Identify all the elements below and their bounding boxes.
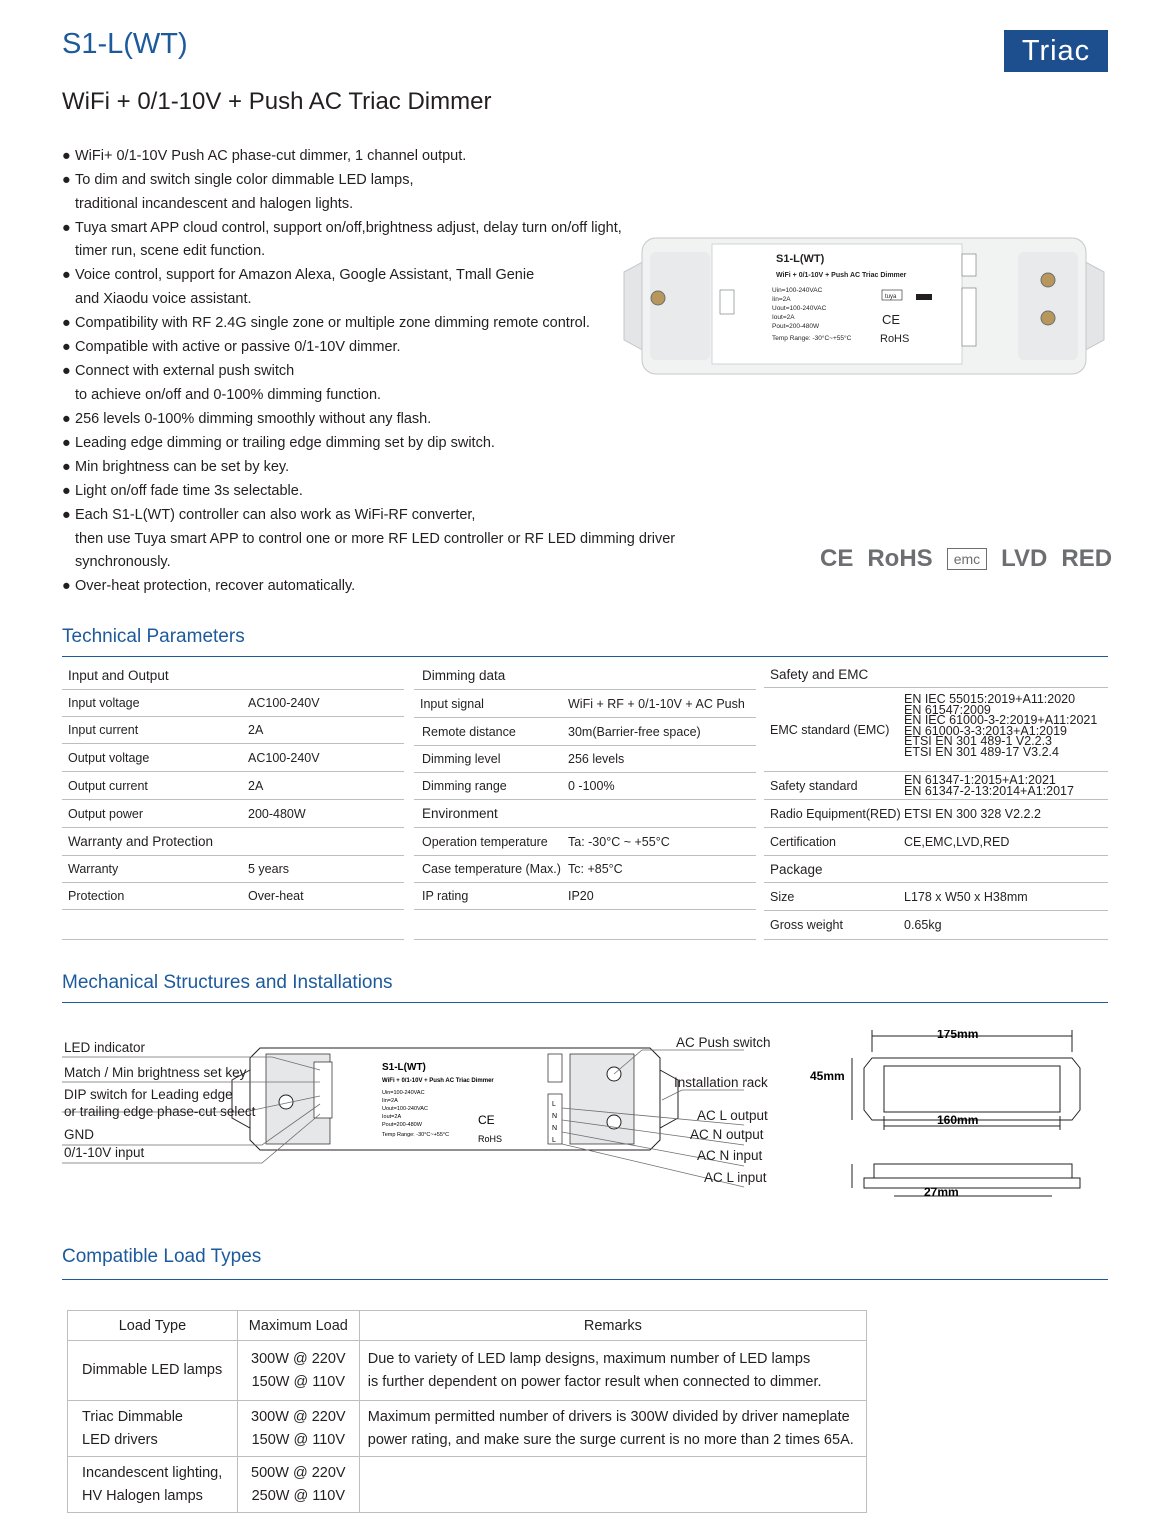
diagram-spec: Uin=100-240VAC [382,1090,425,1096]
callout-gnd: GND [64,1127,94,1142]
product-spec: Iin=2A [772,296,791,303]
param-table-input-output [62,662,404,940]
lvd-mark: LVD [1001,545,1048,572]
table-row: Dimming range 0 -100% [414,773,756,800]
table-row: Input current 2A [62,717,404,744]
table-row: Package [764,856,1108,883]
table-row: Output voltage AC100-240V [62,744,404,772]
feature-item: ● Min brightness can be set by key. [62,458,290,475]
feature-item: ● Voice control, support for Amazon Alexa, Google Assistant, Tmall Genie and Xiaodu voice assistant. [62,267,535,307]
callout-ac-l-output: AC L output [697,1108,768,1123]
table-row: Certification CE,EMC,LVD,RED [764,828,1108,856]
product-model: S1-L(WT) [62,28,188,60]
section-title-technical: Technical Parameters [62,626,245,647]
feature-item: ● Tuya smart APP cloud control, support on/off,brightness adjust, delay turn on/off light, timer run, scene edit function. [62,219,622,260]
section-title-mechanical: Mechanical Structures and Installations [62,972,393,993]
diagram-spec: Pout=200-480W [382,1122,422,1128]
dim-length: 175mm [937,1030,979,1041]
column-header: Maximum Load [237,1311,359,1341]
feature-item: ● 256 levels 0-100% dimming smoothly without any flash. [62,410,432,427]
feature-item: ● Each S1-L(WT) controller can also work as WiFi-RF converter, then use Tuya smart APP to control one or more RF LED controller or RF LED dimming driver synchronously. [62,507,676,571]
diagram-spec: Uout=100-240VAC [382,1106,428,1112]
table-row: Dimming level 256 levels [414,746,756,773]
rohs-mark: RoHS [867,545,933,572]
feature-item: ● Compatibility with RF 2.4G single zone or multiple zone dimming remote control. [62,314,590,331]
diagram-label-desc: WiFi + 0/1-10V + Push AC Triac Dimmer [382,1078,494,1084]
product-spec: Pout=200-480W [772,323,820,330]
callout-install-rack: Installation rack [674,1075,768,1090]
section-title-loads: Compatible Load Types [62,1246,262,1267]
mechanical-diagram [62,1030,1112,1210]
diagram-rohs-mark: RoHS [478,1134,503,1144]
table-row: Operation temperature Ta: -30°C ~ +55°C [414,828,756,856]
callout-match-key: Match / Min brightness set key [64,1065,247,1080]
diagram-spec: Temp Range: -30°C~+55°C [382,1132,450,1138]
table-row: Safety and EMC [764,662,1108,688]
certification-marks [820,543,1113,575]
table-row: Environment [414,800,756,828]
remarks-cell: Due to variety of LED lamp designs, maximum number of LED lamps is further dependent on power factor result when connected to dimmer. [359,1341,866,1401]
remarks-cell [359,1457,866,1513]
callout-ac-n-input: AC N input [697,1148,763,1163]
table-row [414,910,756,940]
table-row: Input signal WiFi + RF + 0/1-10V + AC Push [414,690,756,718]
load-type-cell: Dimmable LED lamps [68,1341,238,1401]
ce-mark: CE [882,312,901,327]
table-row: Protection Over-heat [62,883,404,910]
dim-depth: 27mm [924,1185,959,1199]
table-row: IP rating IP20 [414,883,756,910]
load-types-table [67,1310,867,1513]
red-mark: RED [1061,545,1113,572]
table-row: EMC standard (EMC) EN IEC 55015:2019+A11:2020 EN 61547:2009 EN IEC 61000-3-2:2019+A11:2021 EN 61000-3-3:2013+A1:2019 ETSI EN 301 489-1 V2.2.3 ETSI EN 301 489-17 V3.2.4 [764,688,1108,772]
callout-led-indicator: LED indicator [64,1040,146,1055]
section-divider [62,1279,1108,1280]
terminal-label: N [552,1125,558,1132]
product-subtitle: WiFi + 0/1-10V + Push AC Triac Dimmer [62,88,492,115]
table-row [68,1401,867,1457]
column-header: Remarks [359,1311,866,1341]
load-type-cell: Incandescent lighting, HV Halogen lamps [68,1457,238,1513]
table-row: Warranty and Protection [62,828,404,856]
table-header-row [68,1311,867,1341]
tuya-logo: tuya [885,294,897,300]
callout-0-10v-input: 0/1-10V input [64,1145,145,1160]
table-row [68,1341,867,1401]
terminal-label: L [552,1101,556,1108]
table-row: Radio Equipment(RED) ETSI EN 300 328 V2.2.2 [764,800,1108,828]
param-table-safety [764,662,1108,940]
max-load-cell: 300W @ 220V 150W @ 110V [237,1401,359,1457]
diagram-ce-mark: CE [478,1113,495,1127]
feature-item: ● Light on/off fade time 3s selectable. [62,482,303,499]
rohs-mark: RoHS [880,333,910,345]
product-image [620,232,1108,380]
table-row: Safety standard EN 61347-1:2015+A1:2021 EN 61347-2-13:2014+A1:2017 [764,772,1108,800]
remarks-cell: Maximum permitted number of drivers is 300W divided by driver nameplate power rating, and make sure the surge current is no more than 2 times 65A. [359,1401,866,1457]
table-row: Warranty 5 years [62,856,404,883]
section-divider [62,656,1108,657]
feature-item: ● WiFi+ 0/1-10V Push AC phase-cut dimmer, 1 channel output. [62,148,467,164]
table-row: Output current 2A [62,772,404,800]
param-table-dimming [414,662,756,940]
feature-item: ● Leading edge dimming or trailing edge dimming set by dip switch. [62,434,495,451]
feature-item: ● Compatible with active or passive 0/1-10V dimmer. [62,338,401,355]
ce-mark: CE [820,545,854,572]
table-row: Dimming data [414,662,756,690]
product-label-desc: WiFi + 0/1-10V + Push AC Triac Dimmer [776,272,907,279]
product-spec: Uin=100-240VAC [772,287,823,294]
callout-ac-n-output: AC N output [690,1127,764,1142]
table-row: Case temperature (Max.) Tc: +85°C [414,856,756,883]
feature-item: ● Connect with external push switch to achieve on/off and 0-100% dimming function. [62,363,382,403]
product-spec: Iout=2A [772,314,795,321]
table-row: Gross weight 0.65kg [764,911,1108,940]
diagram-spec: Iout=2A [382,1114,402,1120]
callout-dip-switch-2: or trailing edge phase-cut select [64,1104,256,1119]
emc-mark: emc [947,548,987,570]
table-row [62,910,404,940]
callout-dip-switch: DIP switch for Leading edge [64,1087,233,1102]
product-label-model: S1-L(WT) [776,253,825,265]
terminal-label: N [552,1113,558,1120]
product-spec: Temp Range: -30°C~+55°C [772,335,852,342]
column-header: Load Type [68,1311,238,1341]
table-row: Remote distance 30m(Barrier-free space) [414,718,756,746]
callout-ac-l-input: AC L input [704,1170,767,1185]
table-row [68,1457,867,1513]
diagram-label-model: S1-L(WT) [382,1062,426,1073]
product-spec: Uout=100-240VAC [772,305,827,312]
callout-ac-push: AC Push switch [676,1035,771,1050]
feature-item: ● To dim and switch single color dimmable LED lamps, traditional incandescent and halogen lights. [62,172,414,212]
terminal-label: L [552,1137,556,1144]
table-row: Output power 200-480W [62,800,404,828]
dim-inner: 160mm [937,1113,979,1127]
diagram-spec: Iin=2A [382,1098,398,1104]
max-load-cell: 500W @ 220V 250W @ 110V [237,1457,359,1513]
max-load-cell: 300W @ 220V 150W @ 110V [237,1341,359,1401]
triac-badge: Triac [1004,30,1108,72]
feature-item: ● Over-heat protection, recover automatically. [62,578,356,595]
table-row: Size L178 x W50 x H38mm [764,883,1108,911]
section-divider [62,1002,1108,1003]
dim-height: 45mm [810,1069,845,1083]
load-type-cell: Triac Dimmable LED drivers [68,1401,238,1457]
table-row: Input and Output [62,662,404,690]
table-row: Input voltage AC100-240V [62,690,404,717]
